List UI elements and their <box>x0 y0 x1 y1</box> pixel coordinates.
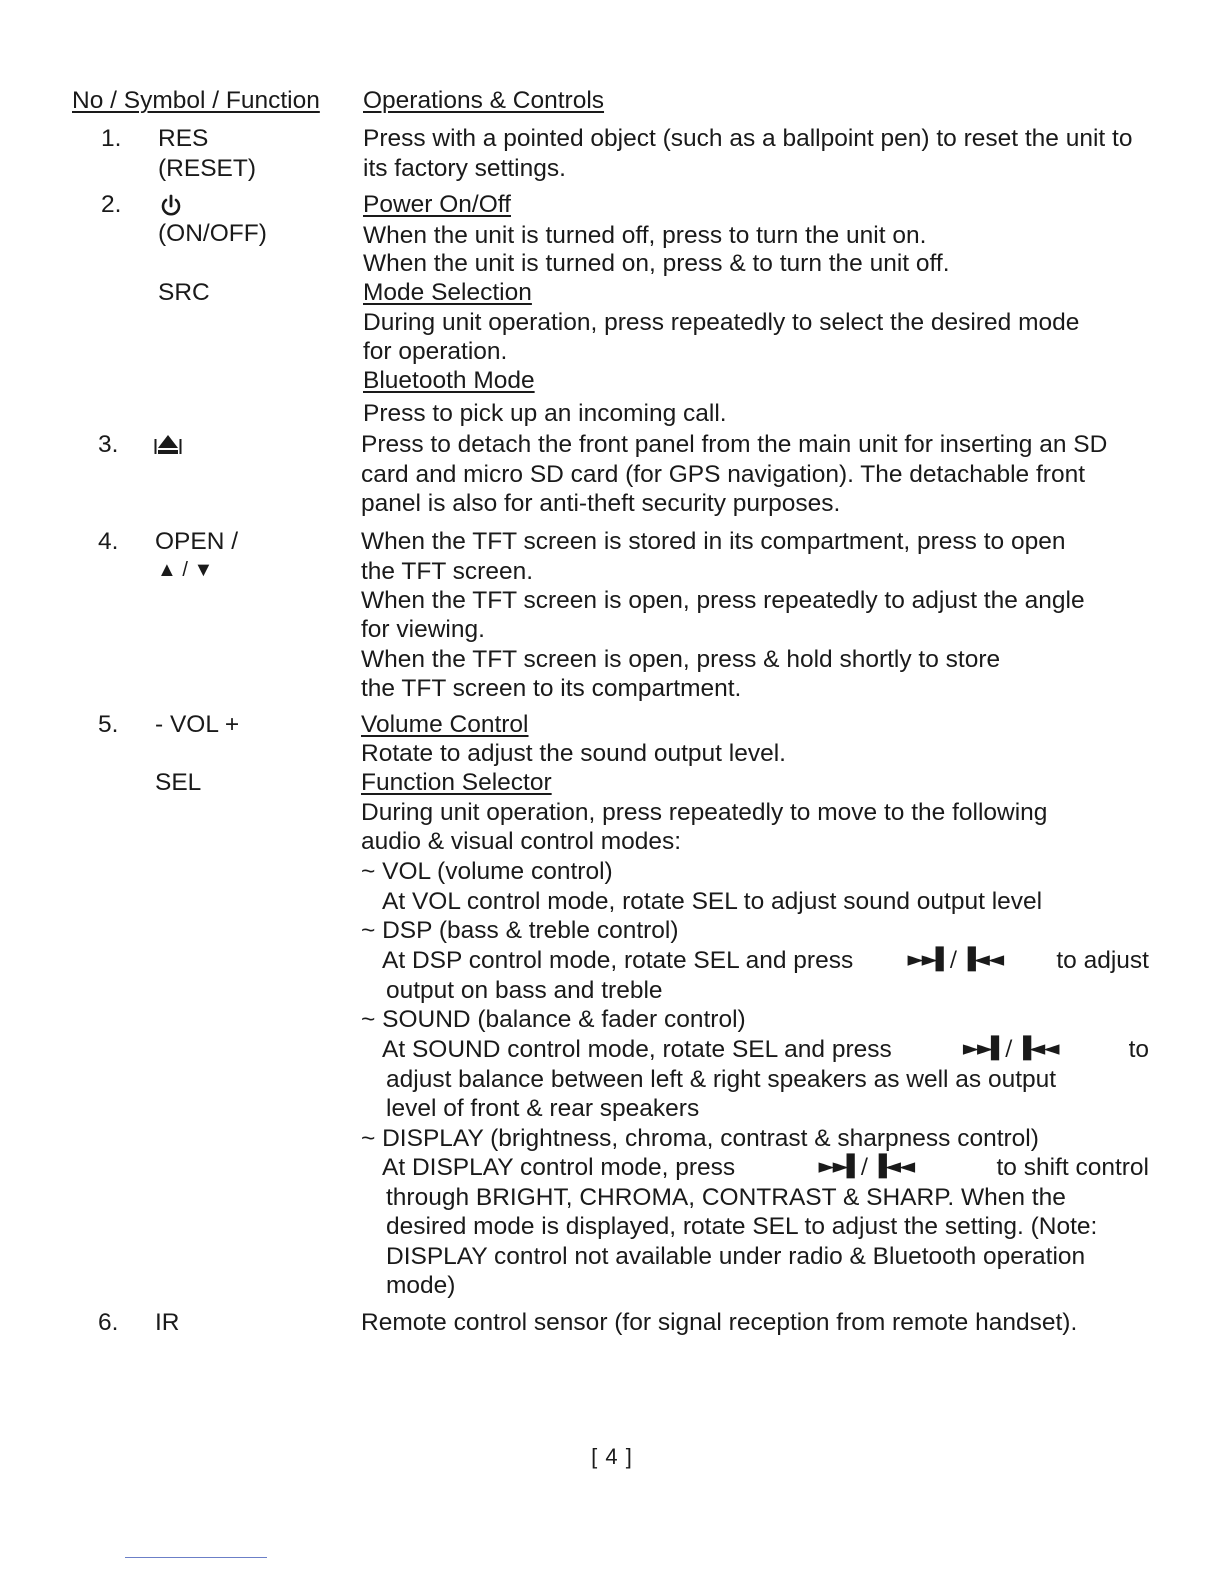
symbol-function-header: No / Symbol / Function <box>72 87 320 114</box>
description-line: During unit operation, press repeatedly to select the desired mode <box>363 309 1080 336</box>
justified-line <box>386 1245 1149 1270</box>
description-line: When the unit is turned on, press & to turn the unit off. <box>363 250 950 277</box>
volume-section-title: Volume Control <box>361 711 529 738</box>
vol-symbol: - VOL + <box>155 711 240 738</box>
description-line: Press to detach the front panel from the main unit for inserting an SD <box>361 431 1108 458</box>
description-line: the TFT screen. <box>361 558 534 585</box>
description-line: Remote control sensor (for signal reception from remote handset). <box>361 1309 1078 1336</box>
description-line: desired mode is displayed, rotate SEL to adjust the setting. (Note: <box>386 1213 1098 1240</box>
justified-line <box>382 949 1149 974</box>
res-symbol: RES <box>158 125 209 152</box>
justified-line <box>382 1038 1149 1063</box>
src-symbol: SRC <box>158 279 210 306</box>
justified-line <box>382 1156 1149 1181</box>
item-number: 4. <box>98 528 119 555</box>
mode-bullet: ~ VOL (volume control) <box>361 858 613 885</box>
on-off-label: (ON/OFF) <box>158 220 267 247</box>
description-line: At DSP control mode, rotate SEL and press <box>382 947 854 974</box>
footer-rule <box>125 1557 267 1558</box>
description-line: DISPLAY control not available under radio & Bluetooth operation <box>386 1243 1086 1270</box>
mode-section-title: Mode Selection <box>363 279 532 306</box>
description-line: When the unit is turned off, press to turn the unit on. <box>363 222 927 249</box>
description-line: through BRIGHT, CHROMA, CONTRAST & SHARP. When the <box>386 1184 1066 1211</box>
description-line: When the TFT screen is open, press repeatedly to adjust the angle <box>361 587 1085 614</box>
description-line: At VOL control mode, rotate SEL to adjust sound output level <box>382 888 1043 915</box>
description-line: to adjust <box>1056 947 1149 974</box>
item-number: 6. <box>98 1309 119 1336</box>
description-line: When the TFT screen is open, press & hold shortly to store <box>361 646 1001 673</box>
description-line: its factory settings. <box>363 155 566 182</box>
description-line: mode) <box>386 1272 456 1299</box>
mode-bullet: ~ DSP (bass & treble control) <box>361 917 679 944</box>
item-number: 1. <box>101 125 122 152</box>
ir-symbol: IR <box>155 1309 180 1336</box>
description-line: At DISPLAY control mode, press <box>382 1154 736 1181</box>
justified-line <box>363 311 1150 336</box>
description-line: Press with a pointed object (such as a ballpoint pen) to reset the unit to <box>363 125 1133 152</box>
mode-bullet: ~ DISPLAY (brightness, chroma, contrast & sharpness control) <box>361 1125 1039 1152</box>
description-line: for viewing. <box>361 616 485 643</box>
justified-line <box>361 801 1149 826</box>
description-line: the TFT screen to its compartment. <box>361 675 742 702</box>
description-line: Press to pick up an incoming call. <box>363 400 727 427</box>
item-number: 5. <box>98 711 119 738</box>
description-line: During unit operation, press repeatedly to move to the following <box>361 799 1048 826</box>
skip-forward-back-icon: ►►▌/ ▐◄◄ <box>818 1154 914 1178</box>
description-line: to shift control <box>996 1154 1149 1181</box>
justified-line <box>386 1215 1149 1240</box>
sel-symbol: SEL <box>155 769 202 796</box>
operations-controls-header: Operations & Controls <box>363 87 605 114</box>
page-number: [ 4 ] <box>591 1444 633 1469</box>
description-line: to <box>1128 1036 1149 1063</box>
mode-bullet: ~ SOUND (balance & fader control) <box>361 1006 746 1033</box>
description-line: for operation. <box>363 338 508 365</box>
description-line: level of front & rear speakers <box>386 1095 700 1122</box>
item-number: 3. <box>98 431 119 458</box>
reset-label: (RESET) <box>158 155 256 182</box>
description-line: audio & visual control modes: <box>361 828 682 855</box>
power-icon <box>158 193 184 219</box>
justified-line <box>386 1186 1149 1211</box>
description-line: panel is also for anti-theft security purposes. <box>361 490 841 517</box>
justified-line <box>386 1068 1149 1093</box>
item-number: 2. <box>101 191 122 218</box>
selector-section-title: Function Selector <box>361 769 552 796</box>
open-symbol: OPEN / <box>155 528 239 555</box>
description-line: card and micro SD card (for GPS navigation). The detachable front <box>361 461 1086 488</box>
description-line: adjust balance between left & right speakers as well as output <box>386 1066 1057 1093</box>
up-down-arrow-icon: ▲ / ▼ <box>157 559 214 581</box>
bluetooth-section-title: Bluetooth Mode <box>363 367 535 394</box>
detach-eject-icon <box>154 433 182 457</box>
description-line: When the TFT screen is stored in its compartment, press to open <box>361 528 1066 555</box>
description-line: Rotate to adjust the sound output level. <box>361 740 786 767</box>
description-line: At SOUND control mode, rotate SEL and press <box>382 1036 892 1063</box>
description-line: output on bass and treble <box>386 977 663 1004</box>
skip-forward-back-icon: ►►▌/ ▐◄◄ <box>962 1036 1058 1060</box>
power-section-title: Power On/Off <box>363 191 511 218</box>
skip-forward-back-icon: ►►▌/ ▐◄◄ <box>907 947 1003 971</box>
